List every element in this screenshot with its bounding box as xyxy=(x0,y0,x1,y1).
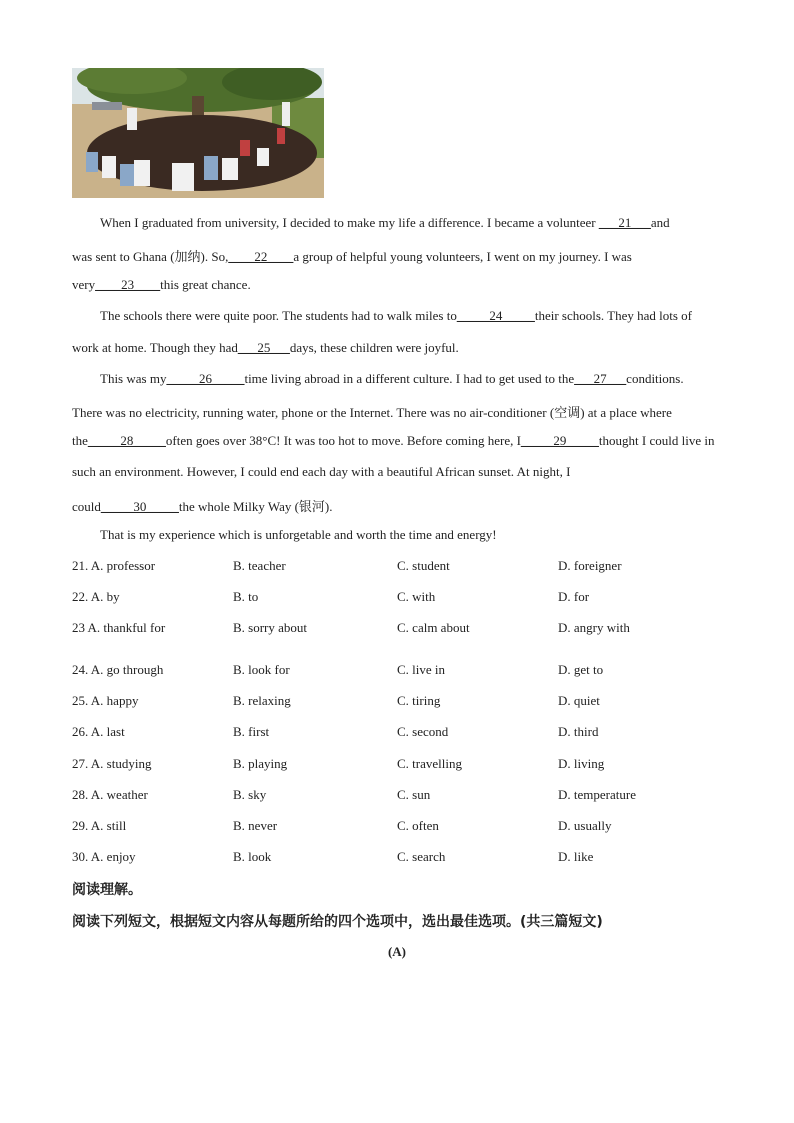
blank-30: _____30_____ xyxy=(100,499,179,514)
question-row-24 xyxy=(72,662,732,680)
blank-22: ____22____ xyxy=(228,249,294,264)
option-b: B. relaxing xyxy=(233,693,291,708)
passage-p2-line1 xyxy=(72,308,760,324)
option-d: D. temperature xyxy=(558,787,636,802)
text: time living abroad in a different culture. I had to get used to the xyxy=(244,371,575,386)
passage-p3-line1 xyxy=(72,371,760,387)
option-c: C. tiring xyxy=(397,693,441,708)
text: thought I could live in xyxy=(598,433,715,448)
option-a: 30. A. enjoy xyxy=(72,849,136,864)
passage-p3-line4 xyxy=(72,464,732,480)
text: When I graduated from university, I decided to make my life a difference. I became a volunteer xyxy=(100,215,596,230)
option-c: C. second xyxy=(397,724,449,739)
option-a: 21. A. professor xyxy=(72,558,156,573)
blank-27: ___27___ xyxy=(574,371,627,386)
text: The schools there were quite poor. The students had to walk miles to xyxy=(100,308,457,323)
option-b: B. first xyxy=(233,724,270,739)
blank-26: _____26_____ xyxy=(166,371,245,386)
blank-28: _____28_____ xyxy=(87,433,166,448)
text: work at home. Though they had xyxy=(72,340,238,355)
text: was sent to Ghana (加纳). So, xyxy=(72,249,229,264)
option-b: B. look for xyxy=(233,662,290,677)
passage-p1-line2 xyxy=(72,246,732,265)
option-a: 25. A. happy xyxy=(72,693,139,708)
option-a: 29. A. still xyxy=(72,818,127,833)
option-d: D. like xyxy=(558,849,594,864)
option-b: B. to xyxy=(233,589,259,604)
question-row-28 xyxy=(72,787,732,805)
question-row-27 xyxy=(72,756,732,774)
option-c: C. calm about xyxy=(397,620,470,635)
classroom-photo xyxy=(72,68,324,198)
option-b: B. teacher xyxy=(233,558,286,573)
option-d: D. angry with xyxy=(558,620,630,635)
text: There was no electricity, running water, phone or the Internet. There was no air-conditioner (空调) at a place where xyxy=(72,405,672,420)
blank-29: _____29_____ xyxy=(520,433,599,448)
reading-title: 阅读理解。 xyxy=(72,882,142,898)
option-d: D. for xyxy=(558,589,590,604)
text: such an environment. However, I could end each day with a beautiful African sunset. At night, I xyxy=(72,464,571,479)
option-c: C. often xyxy=(397,818,439,833)
question-row-23 xyxy=(72,620,732,638)
passage-p2-line2 xyxy=(72,340,732,356)
text: this great chance. xyxy=(160,277,251,292)
option-a: 22. A. by xyxy=(72,589,120,604)
blank-24: _____24_____ xyxy=(456,308,535,323)
option-c: C. live in xyxy=(397,662,446,677)
text: and xyxy=(650,215,670,230)
text: a group of helpful young volunteers, I went on my journey. I was xyxy=(293,249,632,264)
reading-instruction: 阅读下列短文，根据短文内容从每题所给的四个选项中，选出最佳选项。(共三篇短文) xyxy=(72,914,603,930)
text: could xyxy=(72,499,101,514)
question-row-26 xyxy=(72,724,732,742)
option-d: D. foreigner xyxy=(558,558,622,573)
option-b: B. sky xyxy=(233,787,267,802)
option-c: C. student xyxy=(397,558,450,573)
question-row-25 xyxy=(72,693,732,711)
passage-p3-line5 xyxy=(72,496,732,515)
option-d: D. third xyxy=(558,724,599,739)
text: their schools. They had lots of xyxy=(534,308,693,323)
option-d: D. quiet xyxy=(558,693,600,708)
option-a: 23 A. thankful for xyxy=(72,620,166,635)
text: days, these children were joyful. xyxy=(289,340,459,355)
option-d: D. living xyxy=(558,756,605,771)
text: very xyxy=(72,277,96,292)
text: the xyxy=(72,433,88,448)
text: the whole Milky Way (银河). xyxy=(178,499,333,514)
option-d: D. get to xyxy=(558,662,604,677)
question-row-30 xyxy=(72,849,732,867)
option-c: C. sun xyxy=(397,787,431,802)
option-a: 27. A. studying xyxy=(72,756,152,771)
passage-p4 xyxy=(72,527,760,543)
option-d: D. usually xyxy=(558,818,612,833)
blank-25: ___25___ xyxy=(237,340,290,355)
option-b: B. look xyxy=(233,849,272,864)
option-c: C. search xyxy=(397,849,446,864)
option-c: C. with xyxy=(397,589,436,604)
blank-21: ___21___ xyxy=(598,215,651,230)
text: conditions. xyxy=(626,371,684,386)
text: often goes over 38°C! It was too hot to move. Before coming here, I xyxy=(165,433,521,448)
passage-p3-line2 xyxy=(72,402,732,421)
blank-23: ____23____ xyxy=(95,277,161,292)
option-b: B. playing xyxy=(233,756,288,771)
option-a: 24. A. go through xyxy=(72,662,164,677)
option-b: B. never xyxy=(233,818,278,833)
section-label: (A) xyxy=(387,944,407,959)
option-a: 28. A. weather xyxy=(72,787,148,802)
question-row-29 xyxy=(72,818,732,836)
passage-p1-line1 xyxy=(72,215,760,231)
passage-p3-line3 xyxy=(72,433,732,449)
question-row-22 xyxy=(72,589,732,607)
option-a: 26. A. last xyxy=(72,724,125,739)
text: That is my experience which is unforgetable and worth the time and energy! xyxy=(100,527,497,542)
option-c: C. travelling xyxy=(397,756,462,771)
question-row-21 xyxy=(72,558,732,576)
option-b: B. sorry about xyxy=(233,620,308,635)
text: This was my xyxy=(100,371,167,386)
passage-p1-line3 xyxy=(72,277,732,293)
